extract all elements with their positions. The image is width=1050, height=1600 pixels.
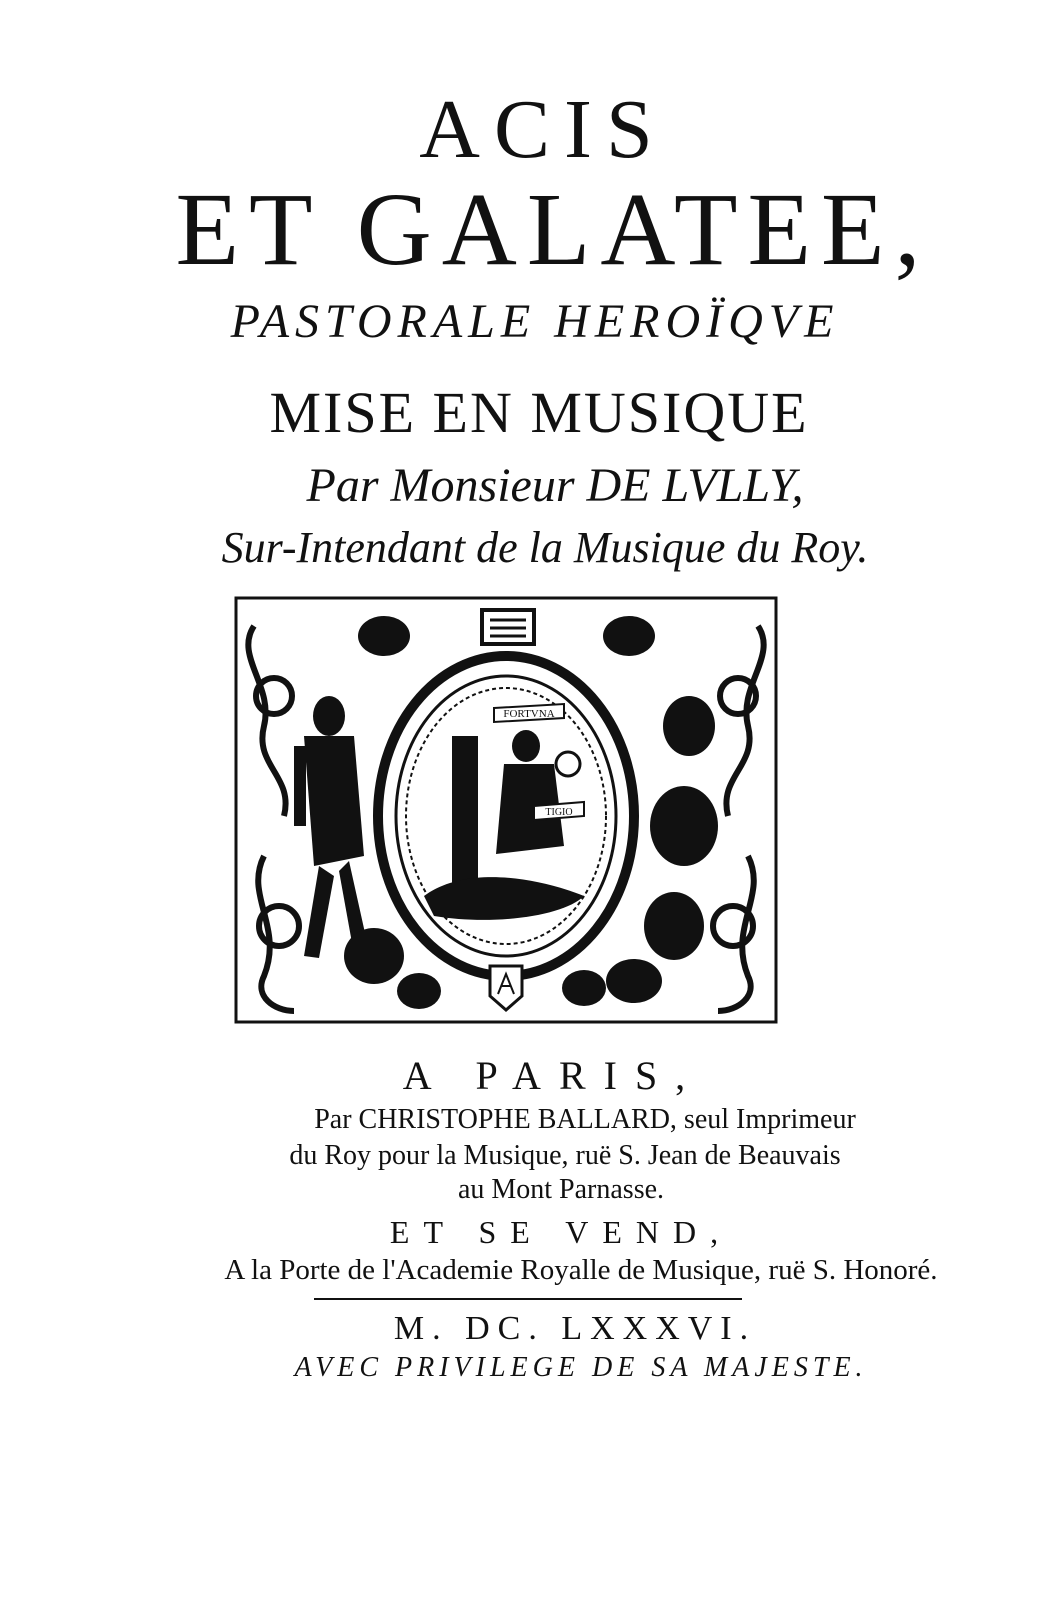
printer-device-ornament [234,596,778,1024]
printer-line-2: du Roy pour la Musique, ruë S. Jean de Beauvais [289,1140,841,1171]
imprint-city: A PARIS, [402,1053,704,1098]
divider-rule [314,1298,742,1300]
sale-location: A la Porte de l'Academie Royalle de Musique, ruë S. Honoré. [224,1254,938,1286]
music-line: MISE EN MUSIQUE [269,380,809,445]
medallion-banner-tigio: TIGIO [545,807,573,818]
publication-date: M. DC. LXXXVI. [393,1310,757,1347]
composer-line: Par Monsieur DE LVLLY, [306,459,804,512]
subtitle-pastorale: PASTORALE HEROÏQVE [230,295,840,348]
medallion-banner-fortuna: FORTVNA [503,708,555,720]
printer-line-3: au Mont Parnasse. [457,1174,665,1205]
composer-title: Sur-Intendant de la Musique du Roy. [221,523,869,572]
title-et-galatee: ET GALATEE, [175,172,931,287]
central-medallion [378,656,634,976]
title-acis: ACIS [419,83,667,176]
printer-line-1: Par CHRISTOPHE BALLARD, seul Imprimeur [314,1104,856,1135]
royal-privilege: AVEC PRIVILEGE DE SA MAJESTE. [294,1352,868,1383]
sale-heading: ET SE VEND, [389,1214,733,1250]
